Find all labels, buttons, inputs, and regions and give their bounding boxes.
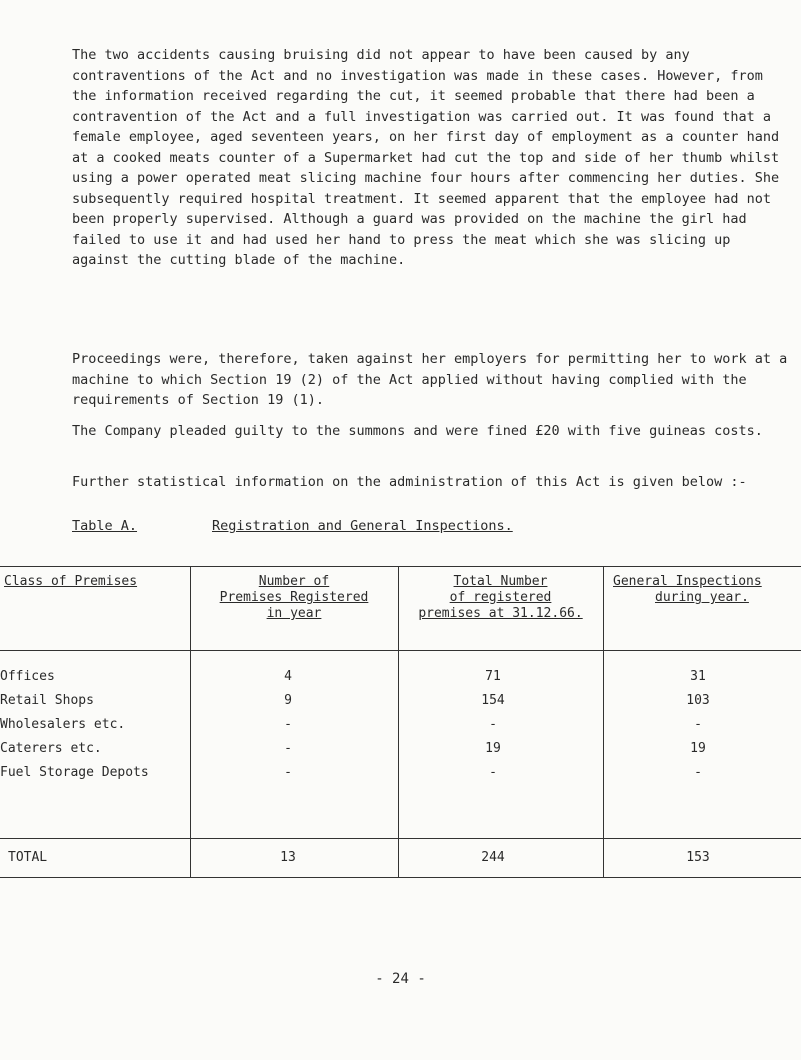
row-label-wholesalers: Wholesalers etc. bbox=[0, 717, 126, 732]
cell-caterers-total: 19 bbox=[485, 741, 501, 756]
body-paragraph-statistics-intro: Further statistical information on the administration of this Act is given below :- bbox=[72, 474, 747, 490]
cell-caterers-registered: - bbox=[284, 741, 292, 756]
row-label-caterers: Caterers etc. bbox=[0, 741, 102, 756]
cell-total-total: 244 bbox=[481, 850, 505, 865]
body-paragraph-proceedings: Proceedings were, therefore, taken against her employers for permitting her to work at a machine to which Section 19 (2) of the Act applied without having complied with the requirements of Section 19 (1). bbox=[72, 351, 796, 408]
table-top-rule bbox=[0, 566, 801, 567]
header-class-of-premises: Class of Premises bbox=[4, 574, 138, 589]
table-header-rule bbox=[0, 650, 801, 651]
cell-offices-inspections: 31 bbox=[690, 669, 706, 684]
page-number: - 24 - bbox=[375, 971, 426, 987]
cell-fuel-total: - bbox=[489, 765, 497, 780]
table-column-divider bbox=[603, 566, 604, 877]
cell-fuel-registered: - bbox=[284, 765, 292, 780]
cell-retail-registered: 9 bbox=[284, 693, 292, 708]
row-label-total: TOTAL bbox=[8, 850, 48, 865]
cell-total-inspections: 153 bbox=[686, 850, 710, 865]
body-paragraph-accident: The two accidents causing bruising did not appear to have been caused by any contraventions of the Act and no investigation was made in these cases. However, from the information received regarding the cut, it seemed probable that there had been a contravention of the Act and a full investigation was carried out. It was found that a female employee, aged seventeen years, on her first day of employment as a counter hand at a cooked meats counter of a Supermarket had cut the top and side of her thumb whilst using a power operated meat slicing machine four hours after commencing her duties. She subsequently required hospital treatment. It seemed apparent that the employee had not been properly supervised. Although a guard was provided on the machine the girl had failed to use it and had used her hand to press the meat which she was slicing up against the cutting blade of the machine. bbox=[72, 47, 788, 268]
cell-retail-inspections: 103 bbox=[686, 693, 710, 708]
cell-fuel-inspections: - bbox=[694, 765, 702, 780]
table-bottom-rule bbox=[0, 877, 801, 878]
cell-offices-total: 71 bbox=[485, 669, 501, 684]
table-label: Table A. bbox=[72, 518, 138, 534]
cell-wholesalers-total: - bbox=[489, 717, 497, 732]
header-total-registered: Total Number of registered premises at 31.12.66. bbox=[418, 574, 583, 621]
cell-wholesalers-inspections: - bbox=[694, 717, 702, 732]
cell-retail-total: 154 bbox=[481, 693, 505, 708]
cell-offices-registered: 4 bbox=[284, 669, 292, 684]
header-general-inspections: General Inspections during year. bbox=[613, 574, 762, 605]
table-title: Registration and General Inspections. bbox=[212, 518, 513, 534]
table-total-top-rule bbox=[0, 838, 801, 839]
header-premises-registered: Number of Premises Registered in year bbox=[219, 574, 369, 621]
cell-wholesalers-registered: - bbox=[284, 717, 292, 732]
cell-caterers-inspections: 19 bbox=[690, 741, 706, 756]
row-label-fuel-storage: Fuel Storage Depots bbox=[0, 765, 149, 780]
row-label-offices: Offices bbox=[0, 669, 55, 684]
body-paragraph-fine: The Company pleaded guilty to the summons and were fined £20 with five guineas costs. bbox=[72, 423, 763, 439]
row-label-retail-shops: Retail Shops bbox=[0, 693, 94, 708]
cell-total-registered: 13 bbox=[280, 850, 296, 865]
